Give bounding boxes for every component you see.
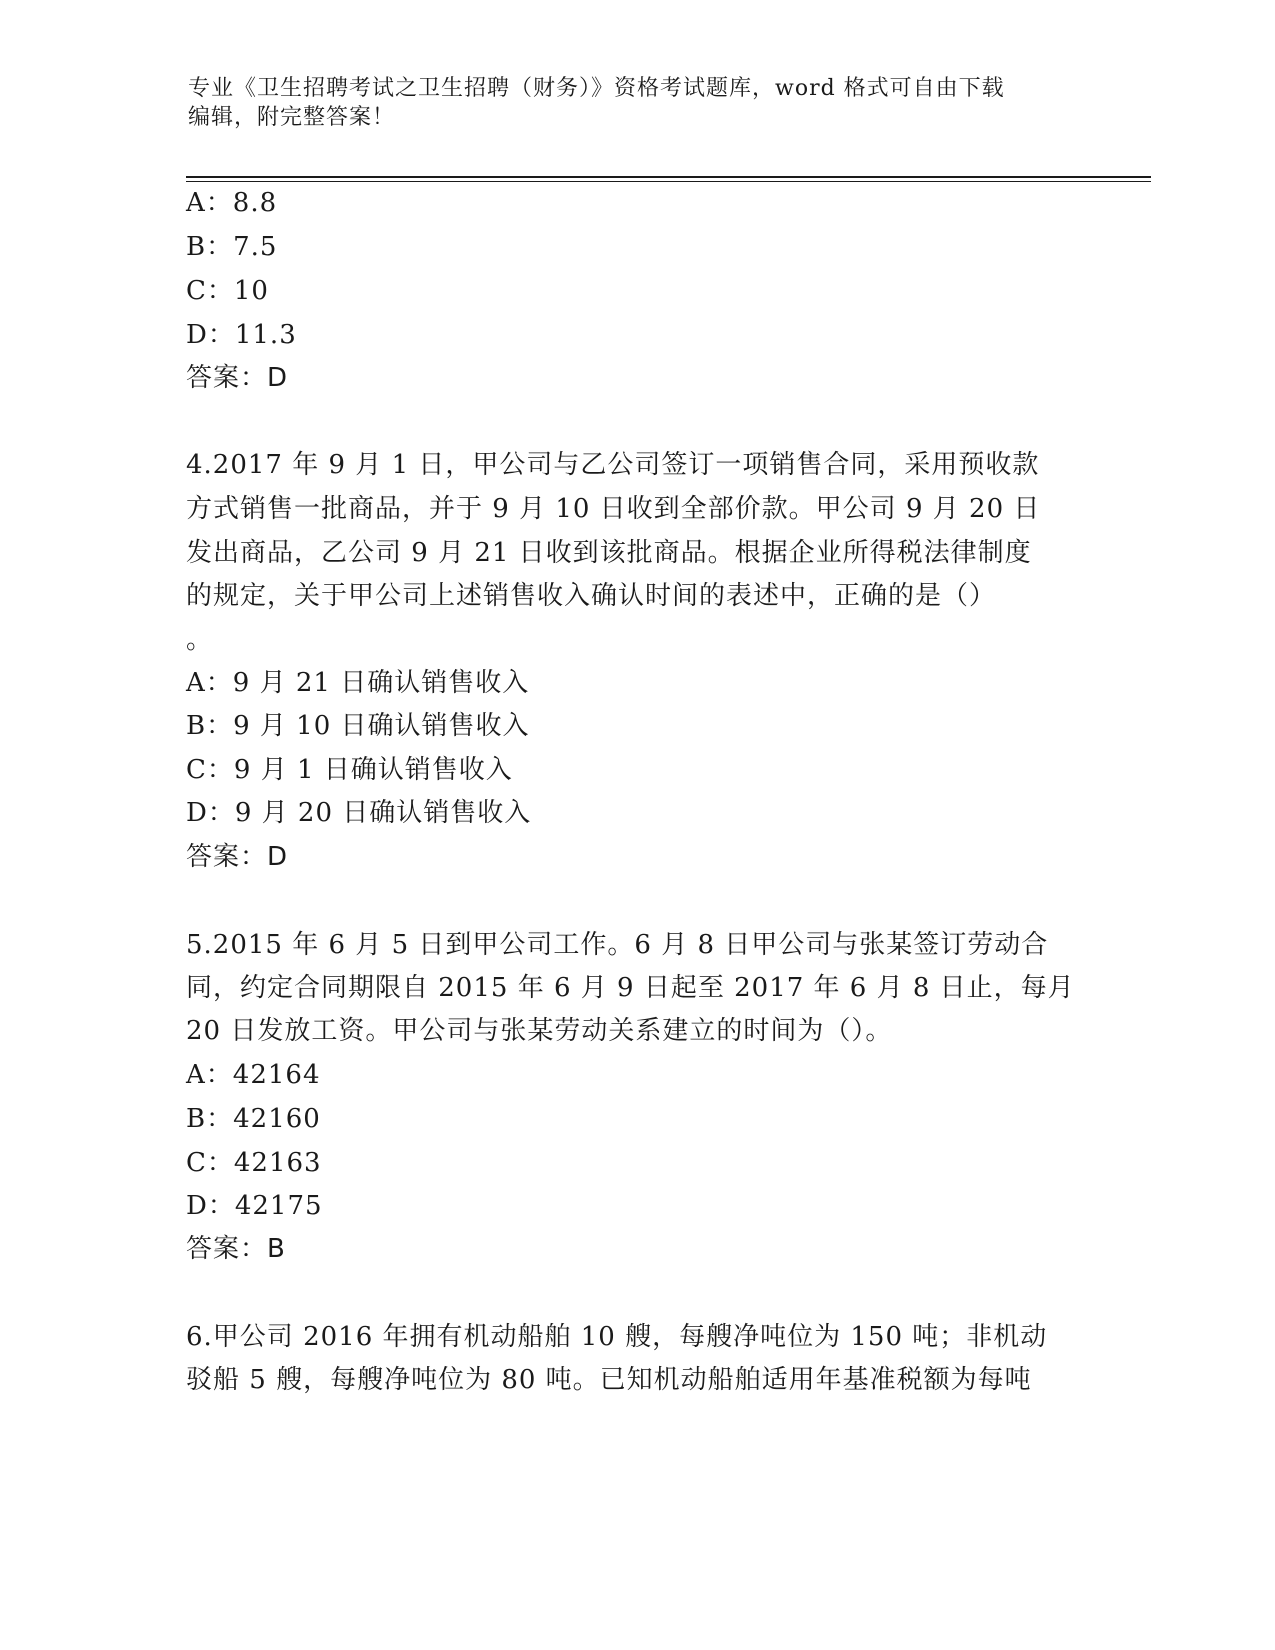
q5-stem-line-3: 20 日发放工资。甲公司与张某劳动关系建立的时间为（）。: [186, 1016, 893, 1046]
q5-option-c: C：42163: [186, 1148, 322, 1178]
q5-answer: 答案：B: [186, 1234, 286, 1264]
q5-stem-line-2: 同，约定合同期限自 2015 年 6 月 9 日起至 2017 年 6 月 8 日止，每月: [186, 973, 1075, 1003]
q4-answer: 答案：D: [186, 842, 289, 872]
q4-stem-line-3: 发出商品，乙公司 9 月 21 日收到该批商品。根据企业所得税法律制度: [186, 538, 1032, 568]
q4-option-a: A：9 月 21 日确认销售收入: [186, 668, 530, 698]
q4-option-b: B：9 月 10 日确认销售收入: [186, 711, 530, 741]
q6-stem-line-2: 驳船 5 艘，每艘净吨位为 80 吨。已知机动船舶适用年基准税额为每吨: [186, 1365, 1032, 1395]
q4-stem-line-2: 方式销售一批商品，并于 9 月 10 日收到全部价款。甲公司 9 月 20 日: [186, 494, 1041, 524]
header-divider-thin: [186, 181, 1151, 182]
q3-option-a: A：8.8: [186, 188, 278, 218]
q4-stem-line-4: 的规定，关于甲公司上述销售收入确认时间的表述中，正确的是（）: [186, 581, 997, 611]
q6-stem-line-1: 6.甲公司 2016 年拥有机动船舶 10 艘，每艘净吨位为 150 吨；非机动: [186, 1322, 1048, 1352]
q3-option-c: C：10: [186, 276, 269, 306]
q4-stem-line-5: 。: [186, 625, 214, 655]
q4-stem-line-1: 4.2017 年 9 月 1 日，甲公司与乙公司签订一项销售合同，采用预收款: [186, 450, 1040, 480]
q3-option-d: D：11.3: [186, 320, 297, 350]
document-header: [188, 74, 1088, 132]
q3-option-b: B：7.5: [186, 232, 278, 262]
q5-option-d: D：42175: [186, 1191, 323, 1221]
q3-answer: 答案：D: [186, 363, 289, 393]
q4-option-c: C：9 月 1 日确认销售收入: [186, 755, 513, 785]
header-line-1: 专业《卫生招聘考试之卫生招聘（财务）》资格考试题库，word 格式可自由下载: [188, 76, 1005, 101]
q5-stem-line-1: 5.2015 年 6 月 5 日到甲公司工作。6 月 8 日甲公司与张某签订劳动合: [186, 930, 1049, 960]
header-divider-thick: [186, 176, 1151, 178]
q4-option-d: D：9 月 20 日确认销售收入: [186, 798, 532, 828]
header-line-2: 编辑，附完整答案！: [188, 105, 396, 130]
q5-option-a: A：42164: [186, 1060, 321, 1090]
q5-option-b: B：42160: [186, 1104, 321, 1134]
